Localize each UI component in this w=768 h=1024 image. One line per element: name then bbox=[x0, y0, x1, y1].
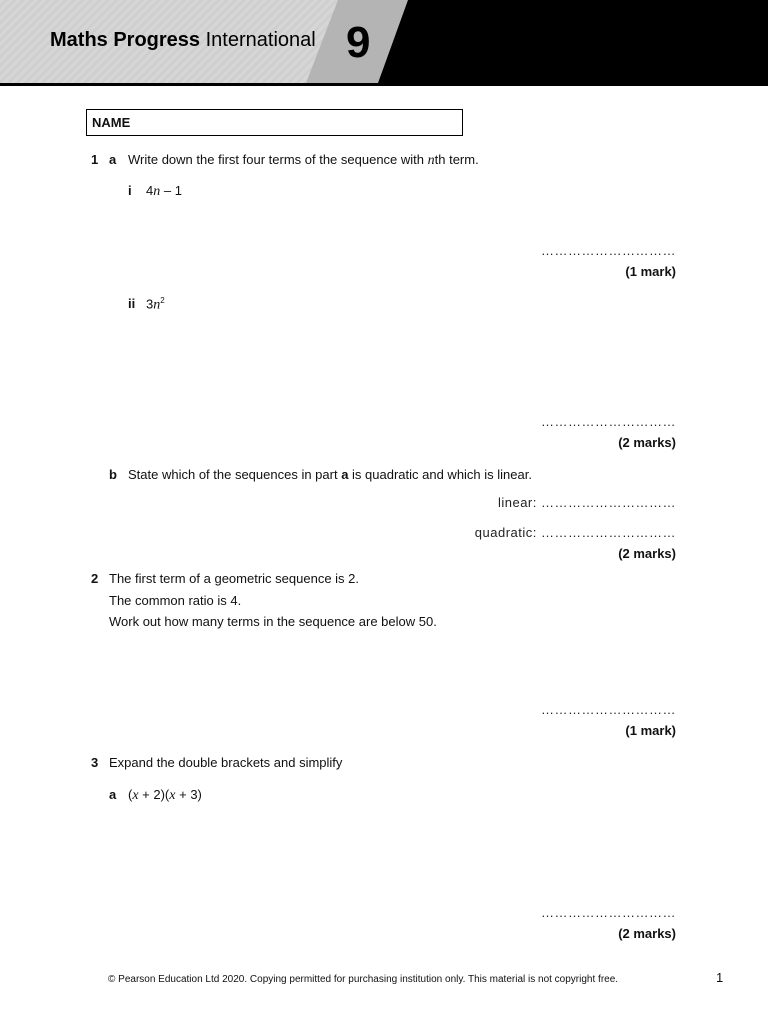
q1b-text-bold: a bbox=[341, 467, 349, 482]
q2-line1: The first term of a geometric sequence is 2. bbox=[109, 571, 359, 586]
q1a-letter: a bbox=[109, 152, 117, 167]
q1a-text-after: th term. bbox=[434, 152, 479, 167]
q3-number: 3 bbox=[91, 755, 99, 770]
q1a-text-before: Write down the first four terms of the sequence with bbox=[128, 152, 428, 167]
q1b-linear-line: ………………………… bbox=[541, 495, 676, 510]
q1b-marks: (2 marks) bbox=[618, 546, 676, 561]
brand-title-light: International bbox=[200, 29, 316, 51]
name-field[interactable] bbox=[86, 109, 463, 136]
q2-number: 2 bbox=[91, 571, 99, 586]
footer-copyright: © Pearson Education Ltd 2020. Copying permitted for purchasing institution only. This material is not copyright free. bbox=[108, 974, 619, 985]
q1b-quadratic-line: ………………………… bbox=[541, 525, 676, 540]
q1aii-label: ii bbox=[128, 296, 136, 311]
q1b-quadratic-answer[interactable] bbox=[475, 525, 676, 540]
q1-number: 1 bbox=[91, 152, 99, 167]
q1aii-expression bbox=[146, 296, 165, 313]
brand-title bbox=[50, 29, 316, 52]
q1ai-coef: 4 bbox=[146, 183, 154, 198]
banner-rule bbox=[0, 83, 768, 86]
q3a-v2: x bbox=[169, 788, 176, 803]
q1b-text-before: State which of the sequences in part bbox=[128, 467, 342, 482]
q1a-text-var: n bbox=[427, 153, 435, 168]
q1aii-sup: 2 bbox=[160, 296, 165, 305]
q1b-quadratic-label: quadratic: bbox=[474, 525, 541, 540]
q2-line2: The common ratio is 4. bbox=[109, 593, 242, 608]
q2-line3: Work out how many terms in the sequence are below 50. bbox=[109, 614, 437, 629]
page-number: 1 bbox=[716, 970, 724, 985]
name-label: NAME bbox=[92, 115, 131, 130]
q1aii-coef: 3 bbox=[146, 296, 154, 312]
q1b-linear-answer[interactable] bbox=[498, 495, 676, 510]
q3a-p2: + 2)( bbox=[138, 787, 170, 802]
q1a-text bbox=[128, 152, 479, 169]
q1ai-expression bbox=[146, 183, 182, 200]
q1ai-answer-line[interactable]: ………………………… bbox=[541, 243, 676, 258]
q3-text: Expand the double brackets and simplify bbox=[109, 755, 343, 770]
q3a-marks: (2 marks) bbox=[618, 926, 676, 941]
q1b-text-after: is quadratic and which is linear. bbox=[348, 467, 532, 482]
q2-answer-line[interactable]: ………………………… bbox=[541, 702, 676, 717]
q1b-letter: b bbox=[109, 467, 117, 482]
brand-title-bold: Maths Progress bbox=[50, 29, 201, 51]
q1aii-marks: (2 marks) bbox=[618, 435, 676, 450]
q1ai-marks: (1 mark) bbox=[625, 264, 676, 279]
q3a-expression bbox=[128, 787, 202, 804]
q1aii-answer-line[interactable]: ………………………… bbox=[541, 414, 676, 429]
q3a-letter: a bbox=[109, 787, 117, 802]
q2-marks: (1 mark) bbox=[625, 723, 676, 738]
q1b-linear-label: linear: bbox=[497, 495, 541, 510]
q3a-p3: + 3) bbox=[175, 787, 202, 802]
unit-number: 9 bbox=[346, 18, 371, 67]
q1ai-var: n bbox=[153, 184, 161, 199]
q1ai-label: i bbox=[128, 183, 132, 198]
q3a-v1: x bbox=[132, 788, 139, 803]
q1aii-var: n bbox=[153, 297, 161, 313]
q3a-answer-line[interactable]: ………………………… bbox=[541, 905, 676, 920]
q3a-p1: ( bbox=[128, 787, 133, 802]
q1ai-rest: – 1 bbox=[160, 183, 182, 198]
q1b-text bbox=[128, 467, 532, 482]
